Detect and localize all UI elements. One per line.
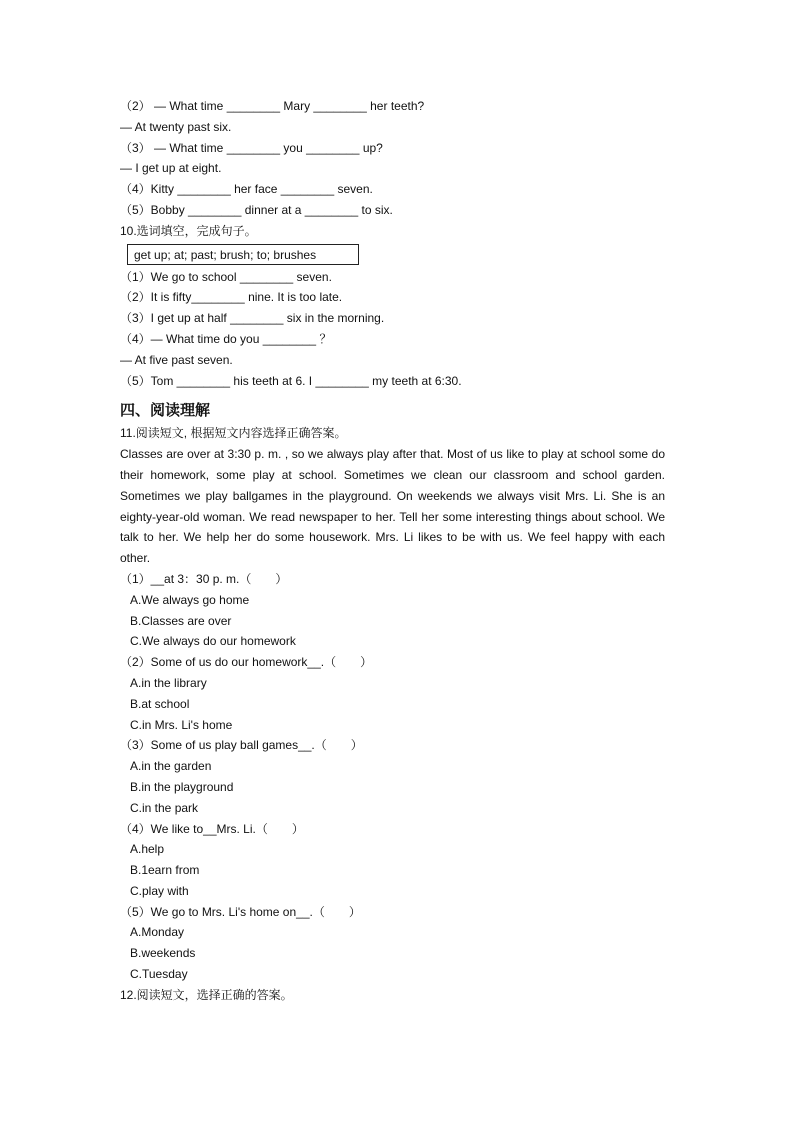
q11-question-2 [120, 652, 665, 735]
q9-item-3-answer: — I get up at eight. [120, 161, 222, 176]
q11-question-4 [120, 819, 665, 902]
q11-title: 11.阅读短文, 根据短文内容选择正确答案。 [120, 426, 347, 441]
q10-item-4: （4）— What time do you ________ ？ [120, 331, 332, 346]
option-b: B.weekends [130, 946, 196, 961]
question-stem: （5）We go to Mrs. Li's home on__.（ ） [120, 904, 361, 919]
q10-section [120, 221, 665, 392]
option-a: A.in the library [130, 675, 207, 690]
q9-item-5: （5）Bobby ________ dinner at a ________ to six. [120, 202, 393, 217]
question-stem: （2）Some of us do our homework__.（ ） [120, 655, 373, 670]
q11-passage: Classes are over at 3:30 p. m. , so we always play after that. Most of us like to play at school some do their homework, some play at school. Sometimes we clean our classroom and school garden. Sometimes we play ballgames in the playground. On weekends we always visit Mrs. Li. She is an eighty-year-old woman. We read newspaper to her. Tell her some interesting things about school. We talk to her. We help her do some housework. Mrs. Li likes to be with us. We feel happy with each other. [120, 447, 665, 566]
q11-question-3 [120, 735, 665, 818]
word-box: get up; at; past; brush; to; brushes [127, 244, 359, 265]
q9-item-4: （4）Kitty ________ her face ________ seven. [120, 182, 373, 197]
q10-item-2: （2）It is fifty________ nine. It is too late. [120, 290, 343, 305]
q11-section [120, 423, 665, 985]
question-stem: （4）We like to__Mrs. Li.（ ） [120, 821, 304, 836]
section-heading: 四、阅读理解 [120, 402, 211, 420]
q10-item-5: （5）Tom ________ his teeth at 6. I ________ my teeth at 6:30. [120, 373, 462, 388]
option-c: C.We always do our homework [130, 634, 296, 649]
q9-item-2: （2） — What time ________ Mary ________ her teeth? [120, 99, 425, 113]
option-b: B.Classes are over [130, 613, 232, 628]
option-c: C.in the park [130, 800, 199, 815]
option-b: B.1earn from [130, 863, 200, 878]
q9-item-3: （3） — What time ________ you ________ up? [120, 140, 383, 155]
q10-item-4-answer: — At five past seven. [120, 352, 233, 367]
option-b: B.at school [130, 696, 190, 711]
option-a: A.We always go home [130, 592, 250, 607]
option-a: A.help [130, 842, 165, 857]
option-a: A.Monday [130, 925, 185, 940]
q11-question-1 [120, 569, 665, 652]
option-c: C.in Mrs. Li's home [130, 717, 233, 732]
option-c: C.Tuesday [130, 967, 188, 982]
option-c: C.play with [130, 883, 189, 898]
q10-item-3: （3）I get up at half ________ six in the morning. [120, 311, 385, 326]
option-b: B.in the playground [130, 779, 234, 794]
question-stem: （3）Some of us play ball games__.（ ） [120, 738, 363, 753]
option-a: A.in the garden [130, 759, 212, 774]
q10-item-1: （1）We go to school ________ seven. [120, 269, 332, 284]
q12-title: 12.阅读短文，选择正确的答案。 [120, 987, 293, 1002]
q9-continued [120, 96, 665, 221]
question-stem: （1）__at 3：30 p. m.（ ） [120, 571, 288, 586]
q11-question-5 [120, 902, 665, 985]
q10-title: 10.选词填空，完成句子。 [120, 223, 257, 238]
q9-item-2-answer: — At twenty past six. [120, 119, 232, 134]
worksheet-page [120, 96, 665, 1006]
